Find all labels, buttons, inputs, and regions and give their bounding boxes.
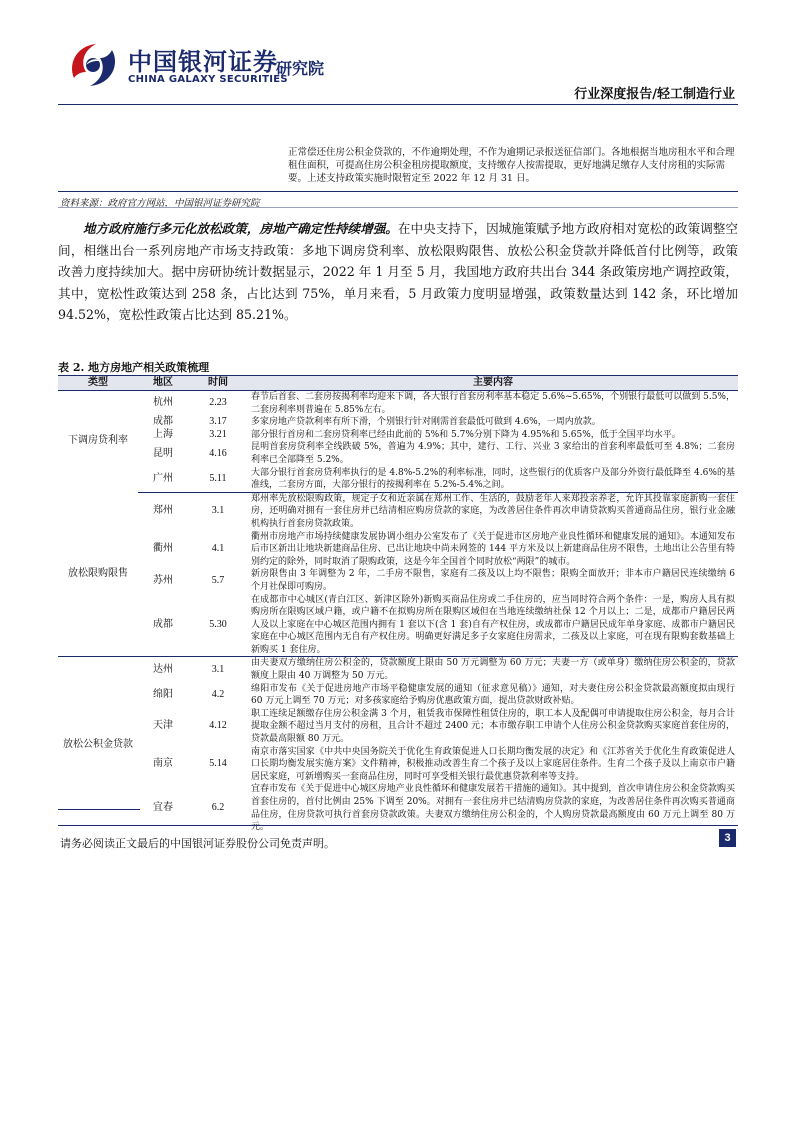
row-city: 杭州 — [153, 397, 173, 409]
row-time: 4.16 — [209, 447, 227, 459]
paragraph-body: 在中央支持下，因城施策赋予地方政府相对宽松的政策调整空间，相继出台一系列房地产市场支持政策：多地下调房贷利率、放松限购限售、放松公积金贷款并降低首付比例等，政策改善力度持续加大。据中房研协统计数据显示，2022 年 1 月至 5 月，我国地方政府共出台 344 条政策房地产调控政策，其中，宽松性政策达到 258 条，占比达到 75%，单月来看，5 月政策力度明显增强，政策数量达到 142 条，环比增加 94.52%，宽松性政策占比达到 85.21%。 — [58, 221, 739, 323]
header-region: 地区 — [138, 376, 188, 391]
row-city: 南京 — [153, 758, 173, 770]
continuation-divider — [58, 191, 738, 192]
group-type: 放松公积金贷款 — [63, 739, 133, 751]
table-row — [58, 429, 738, 442]
policy-table — [58, 375, 738, 834]
row-city: 广州 — [138, 467, 188, 493]
row-city: 衢州 — [153, 543, 173, 555]
row-city: 昆明 — [153, 447, 173, 459]
table-row — [58, 441, 738, 466]
table-row — [58, 746, 738, 784]
row-city: 郑州 — [153, 505, 173, 517]
row-time: 3.21 — [209, 428, 227, 440]
body-paragraph — [58, 218, 738, 326]
institute-label: 研究院 — [276, 59, 325, 78]
header-type: 类型 — [58, 376, 138, 391]
group-type: 下调房贷利率 — [68, 435, 128, 447]
source-note: 资料来源：政府官方网站，中国银河证券研究院 — [60, 198, 260, 209]
row-content: 多家房地产贷款利率有所下滑，个别银行针对刚需首套最低可做到 4.6%，一周内放款。 — [251, 417, 601, 428]
table-header-row — [58, 376, 738, 391]
table-row — [58, 783, 738, 833]
row-content: 衢州市房地产市场持续健康发展协调小组办公室发布了《关于促进市区房地产业良性循环和健康发展的通知》。本通知发布后市区新出让地块新建商品住房、已出让地块中尚未网签的 144 平方米及以上新建商品住房不限售，土地出让公告里有特别约定的除外，同时取消了限购政策，这是今年全国首个同时放松“两限”的城市。 — [251, 531, 735, 567]
table-row — [58, 467, 738, 493]
row-time: 2.23 — [209, 397, 227, 409]
row-time: 6.2 — [211, 802, 225, 814]
row-time: 5.11 — [188, 467, 248, 493]
row-content: 大部分银行首套房贷利率执行的是 4.8%-5.2%的利率标准，同时，这些银行的优质客户及部分外资行最低降至 4.6%的基准线，二套房方面，大部分银行的按揭利率在 5.2%-5.4%之间。 — [248, 467, 738, 493]
row-content: 新房限售由 3 年调整为 2 年，二手房不限售，家庭有二孩及以上均不限售；限购全面放开；非本市户籍居民连续缴纳 6 个月社保即可购房。 — [251, 569, 735, 592]
header-content: 主要内容 — [248, 376, 738, 391]
table-row — [58, 657, 738, 683]
row-time: 5.7 — [211, 574, 225, 586]
table-row — [58, 492, 738, 530]
row-city: 成都 — [153, 416, 173, 428]
row-content: 春节后首套、二套房按揭利率均迎来下调，各大银行首套房利率基本稳定 5.6%~5.65%，个别银行最低可以做到 5.5%，二套房利率则普遍在 5.85%左右。 — [251, 392, 735, 415]
row-time: 4.2 — [211, 688, 225, 700]
galaxy-logo-icon — [64, 40, 122, 90]
row-content: 在成都市中心城区(青白江区、新津区除外)新购买商品住房或二手住房的，应当同时符合两个条件：一是，购房人具有拟购房所在限购区域户籍，或户籍不在拟购房所在限购区域但在当地连续缴纳社保 12 个月以上；二是，成都市户籍居民两人及以上家庭在中心城区范围内拥有 1 套以下(含 1 套)自有产权住房，或成都市户籍居民成年单身家庭、成都市户籍居民家庭在中心城区范围内无自有产权住房。明确更好满足多子女家庭住房需求，二孩及以上家庭，可在现有限购套数基础上新购买 1 套住房。 — [248, 594, 738, 657]
row-time: 3.1 — [211, 663, 225, 675]
row-time: 5.30 — [188, 594, 248, 657]
table-title: 表 2. 地方房地产相关政策梳理 — [58, 361, 210, 374]
row-content: 部分银行首房和二套房贷利率已经由此前的 5%和 5.7%分别下降为 4.95%和 5.65%，低于全国平均水平。 — [251, 429, 681, 440]
row-content: 宜春市发布《关于促进中心城区房地产业良性循环和健康发展若干措施的通知》。其中提到，首次申请住房公积金贷款购买首套住房的，首付比例由 25% 下调至 20%。对拥有一套住房并已结清购房贷款的家庭，为改善居住条件再次购买普通商品住房，住房贷款可执行首套房贷款政策。夫妻双方缴纳住房公积金的，个人购房贷款最高额度由 60 万元上调至 80 万元。 — [251, 784, 735, 833]
row-time: 3.1 — [211, 505, 225, 517]
table-row — [58, 708, 738, 746]
header-divider — [58, 104, 738, 105]
page-number: 3 — [719, 829, 736, 847]
footer-divider — [58, 825, 738, 826]
row-city: 苏州 — [153, 574, 173, 586]
logo-chinese-name: 中国银河证券 — [128, 48, 278, 76]
row-time: 3.17 — [209, 416, 227, 428]
row-content: 职工连续足额缴存住房公积金满 3 个月，租赁我市保障性租赁住房的，职工本人及配偶可申请提取住房公积金，每月合计提取金额不超过当月支付的房租，且合计不超过 2400 元；本市缴存职工申请个人住房公积金贷款购买家庭首套住房的，贷款最高限额 80 万元。 — [251, 708, 735, 745]
row-city: 成都 — [138, 594, 188, 657]
row-content: 绵阳市发布《关于促进房地产市场平稳健康发展的通知（征求意见稿）》通知，对夫妻住房公积金贷款最高额度拟由现行 60 万元上调至 70 万元；对多孩家庭给予购房优惠政策方面，提出贷款财政补贴。 — [251, 683, 735, 707]
row-content: 南京市落实国家《中共中央国务院关于优化生育政策促进人口长期均衡发展的决定》和《江苏省关于优化生育政策促进人口长期均衡发展实施方案》文件精神，积极推动改善生育二个孩子及以上家庭居住条件。生育二个孩子及以上南京市户籍居民家庭，可新增购买一套商品住房，同时可享受相关银行最优惠贷款利率等支持。 — [251, 746, 735, 782]
row-time: 4.1 — [211, 543, 225, 555]
table-row — [58, 568, 738, 593]
row-content: 由夫妻双方缴纳住房公积金的，贷款额度上限由 50 万元调整为 60 万元；夫妻一方（或单身）缴纳住房公积金的，贷款额度上限由 40 万调整为 50 万元。 — [251, 658, 735, 682]
row-time: 4.12 — [209, 720, 227, 732]
table-end-rule — [58, 809, 140, 810]
table-row — [58, 416, 738, 429]
paragraph-lead: 地方政府施行多元化放松政策，房地产确定性持续增强。 — [83, 221, 398, 236]
row-time: 5.14 — [209, 758, 227, 770]
table-row — [58, 531, 738, 569]
footer-disclaimer: 请务必阅读正文最后的中国银河证券股份公司免责声明。 — [60, 837, 335, 850]
previous-table-continuation: 正常偿还住房公积金贷款的，不作逾期处理，不作为逾期记录报送征信部门。各地根据当地房租水平和合理租住面积，可提高住房公积金租房提取额度，支持缴存人按需提取，更好地满足缴存人支付房租的实际需要。上述支持政策实施时限暂定至 2022 年 12 月 31 日。 — [288, 147, 735, 184]
report-type: 行业深度报告/轻工制造行业 — [574, 87, 735, 102]
group-type: 放松限购限售 — [58, 492, 138, 657]
table-row — [58, 391, 738, 417]
row-content: 昆明首套房贷利率全线跌破 5%，普遍为 4.9%；其中，建行、工行、兴业 3 家给出的首套利率最低可至 4.8%；二套房利率已全部降至 5.2%。 — [251, 442, 735, 465]
row-city: 绵阳 — [153, 688, 173, 700]
row-city: 达州 — [153, 663, 173, 675]
table-row — [58, 594, 738, 657]
row-city: 上海 — [153, 428, 173, 440]
row-content: 郑州率先放松限购政策，规定子女和近亲属在郑州工作、生活的，鼓励老年人来郑投亲养老，允许其投靠家庭新购一套住房，还明确对拥有一套住房并已结清相应购房贷款的家庭，为改善居住条件再次申请贷款购买普通商品住房，银行业金融机构执行首套房贷款政策。 — [251, 493, 735, 529]
header-time: 时间 — [188, 376, 248, 391]
row-city: 宜春 — [153, 802, 173, 814]
source-divider — [58, 207, 738, 208]
row-city: 天津 — [153, 720, 173, 732]
logo-english-name: CHINA GALAXY SECURITIES — [128, 74, 288, 85]
table-row — [58, 683, 738, 708]
